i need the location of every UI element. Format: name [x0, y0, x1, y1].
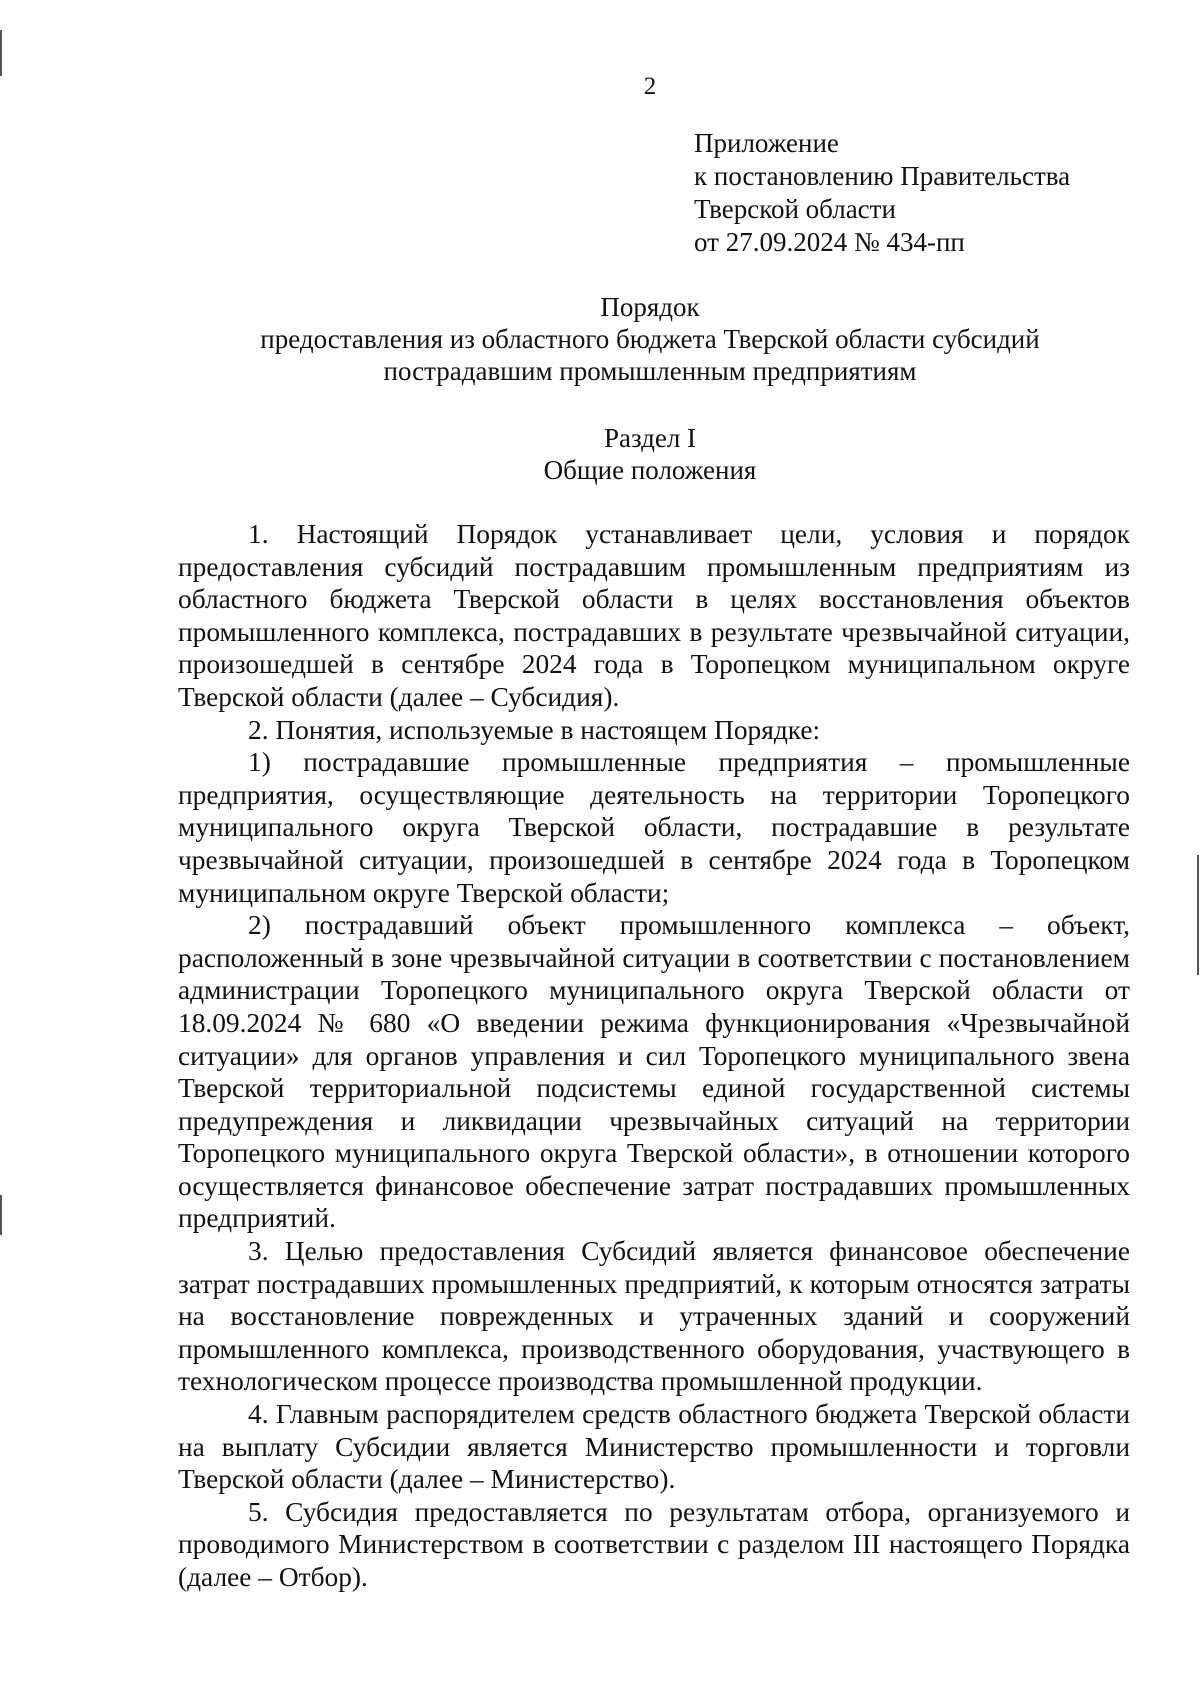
- document-body: [178, 518, 1130, 1594]
- paragraph-2-item-2: 2) пострадавший объект промышленного комплекса – объект, расположенный в зоне чрезвычайной ситуации в соответствии с постановлением администрации Торопецкого муниципального округа Тверской области от 18.09.2024 № 680 «О введении режима функционирования «Чрезвычайной ситуации» для органов управления и сил Торопецкого муниципального звена Тверской территориальной подсистемы единой государственной системы предупреждения и ликвидации чрезвычайных ситуаций на территории Торопецкого муниципального округа Тверской области», в отношении которого осуществляется финансовое обеспечение затрат пострадавших промышленных предприятий.: [178, 910, 1130, 1234]
- approval-line-region: Тверской области: [694, 194, 896, 224]
- scan-edge-mark-left-top: [0, 30, 2, 76]
- paragraph-4: 4. Главным распорядителем средств областного бюджета Тверской области на выплату Субсидии является Министерство промышленности и торговли Тверской области (далее – Министерство).: [178, 1399, 1130, 1495]
- approval-line-date-number: от 27.09.2024 № 434-пп: [694, 227, 965, 257]
- approval-line-decree: к постановлению Правительства: [694, 161, 1071, 191]
- document-title: [150, 291, 1150, 387]
- paragraph-3: 3. Целью предоставления Субсидий является финансовое обеспечение затрат пострадавших промышленных предприятий, к которым относятся затраты на восстановление поврежденных и утраченных зданий и сооружений промышленного комплекса, производственного оборудования, участвующего в технологическом процессе производства промышленной продукции.: [178, 1236, 1130, 1397]
- approval-line-appendix: Приложение: [694, 128, 839, 158]
- paragraph-2-item-1: 1) пострадавшие промышленные предприятия – промышленные предприятия, осуществляющие деятельность на территории Торопецкого муниципального округа Тверской области, пострадавшие в результате чрезвычайной ситуации, произошедшей в сентябре 2024 года в Торопецком муниципальном округе Тверской области;: [178, 747, 1130, 908]
- paragraph-2: 2. Понятия, используемые в настоящем Порядке:: [248, 714, 821, 745]
- title-line-3: пострадавшим промышленным предприятиям: [383, 356, 917, 386]
- page-number: 2: [643, 73, 657, 100]
- paragraph-1: 1. Настоящий Порядок устанавливает цели, условия и порядок предоставления субсидий пострадавшим промышленным предприятиям из областного бюджета Тверской области в целях восстановления объектов промышленного комплекса, пострадавших в результате чрезвычайной ситуации, произошедшей в сентябре 2024 года в Торопецком муниципальном округе Тверской области (далее – Субсидия).: [178, 519, 1130, 712]
- scan-edge-mark-left-bottom: [0, 1195, 2, 1235]
- section-name: Общие положения: [543, 455, 757, 485]
- section-heading: [150, 422, 1150, 486]
- title-line-1: Порядок: [600, 292, 700, 322]
- paragraph-5: 5. Субсидия предоставляется по результатам отбора, организуемого и проводимого Министерством в соответствии с разделом III настоящего Порядка (далее – Отбор).: [178, 1496, 1130, 1592]
- approval-block: [694, 127, 1070, 259]
- section-number: Раздел I: [603, 423, 697, 453]
- title-line-2: предоставления из областного бюджета Тверской области субсидий: [260, 324, 1040, 354]
- scan-edge-mark-right: [1197, 855, 1199, 975]
